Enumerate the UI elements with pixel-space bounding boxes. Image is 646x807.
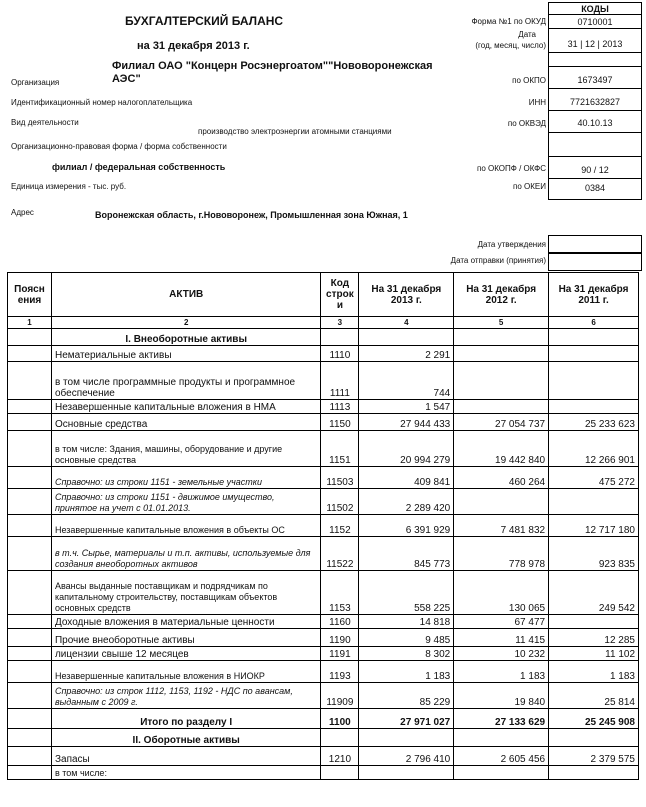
cell-2011 [549, 329, 639, 346]
cell-code: 1193 [321, 661, 359, 683]
doc-title: БУХГАЛТЕРСКИЙ БАЛАНС [125, 14, 284, 28]
okopf-label: по ОКОПФ / ОКФС [477, 164, 546, 173]
cell-code: 1152 [321, 515, 359, 537]
cell-2012 [454, 400, 549, 414]
cell-2012: 460 264 [454, 467, 549, 489]
col-header-code: Код строк и [321, 273, 359, 317]
cell-2012 [454, 766, 549, 780]
legal-form-label: Организационно-правовая форма / форма собственности [11, 142, 227, 151]
table-row [8, 747, 639, 766]
table-number-row [8, 317, 639, 329]
date-label-1: Дата [518, 30, 536, 39]
okud-label: Форма №1 по ОКУД [471, 17, 546, 26]
table-row [8, 329, 639, 346]
cell-2012: 1 183 [454, 661, 549, 683]
okpo-value: 1673497 [549, 67, 641, 89]
cell-asset-name: Справочно: из строки 1151 - движимое имущество, принятое на учет с 01.01.2013. [51, 489, 320, 515]
cell-notes [8, 489, 52, 515]
cell-2013: 744 [359, 362, 454, 400]
cell-2011 [549, 400, 639, 414]
cell-asset-name: I. Внеоборотные активы [51, 329, 320, 346]
cell-2013: 1 183 [359, 661, 454, 683]
cell-code: 1150 [321, 414, 359, 431]
cell-notes [8, 729, 52, 747]
table-row [8, 431, 639, 467]
cell-2012 [454, 729, 549, 747]
cell-2012 [454, 362, 549, 400]
cell-code: 1191 [321, 647, 359, 661]
cell-code [321, 766, 359, 780]
col-num: 2 [51, 317, 320, 329]
cell-code: 1151 [321, 431, 359, 467]
table-row [8, 489, 639, 515]
cell-2011: 1 183 [549, 661, 639, 683]
codes-box [548, 2, 642, 200]
col-num: 3 [321, 317, 359, 329]
cell-2013: 8 302 [359, 647, 454, 661]
cell-2011: 12 717 180 [549, 515, 639, 537]
cell-notes [8, 571, 52, 615]
cell-2013: 2 289 420 [359, 489, 454, 515]
table-row [8, 362, 639, 400]
cell-notes [8, 400, 52, 414]
col-num: 4 [359, 317, 454, 329]
cell-2011 [549, 362, 639, 400]
cell-2011 [549, 346, 639, 362]
okei-label: по ОКЕИ [513, 182, 546, 191]
address-label: Адрес [11, 208, 34, 217]
cell-2012 [454, 489, 549, 515]
cell-code: 11503 [321, 467, 359, 489]
cell-notes [8, 661, 52, 683]
cell-2011 [549, 489, 639, 515]
cell-notes [8, 747, 52, 766]
cell-2012: 19 840 [454, 683, 549, 709]
cell-asset-name: Нематериальные активы [51, 346, 320, 362]
cell-2011: 12 285 [549, 629, 639, 647]
cell-2011 [549, 729, 639, 747]
table-row [8, 647, 639, 661]
table-row [8, 515, 639, 537]
table-row [8, 629, 639, 647]
cell-2013: 14 818 [359, 615, 454, 629]
activity-label: Вид деятельности [11, 118, 79, 127]
cell-2012: 19 442 840 [454, 431, 549, 467]
table-row [8, 615, 639, 629]
cell-2012: 27 054 737 [454, 414, 549, 431]
table-header-row [8, 273, 639, 317]
table-row [8, 729, 639, 747]
cell-2013: 558 225 [359, 571, 454, 615]
cell-notes [8, 629, 52, 647]
activity-value: производство электроэнергии атомными станциями [198, 127, 392, 136]
cell-2011: 475 272 [549, 467, 639, 489]
cell-code: 1113 [321, 400, 359, 414]
table-row [8, 766, 639, 780]
sent-label: Дата отправки (принятия) [450, 256, 546, 265]
okei-value: 0384 [584, 183, 606, 193]
cell-2013: 27 971 027 [359, 709, 454, 729]
table-row [8, 467, 639, 489]
table-row [8, 400, 639, 414]
legal-form-value: филиал / федеральная собственность [52, 162, 226, 172]
table-row [8, 571, 639, 615]
cell-code: 11909 [321, 683, 359, 709]
cell-2012 [454, 329, 549, 346]
cell-2013: 845 773 [359, 537, 454, 571]
col-num: 5 [454, 317, 549, 329]
cell-notes [8, 647, 52, 661]
cell-2011: 923 835 [549, 537, 639, 571]
cell-code: 11502 [321, 489, 359, 515]
approve-label: Дата утверждения [477, 240, 546, 249]
cell-code: 1210 [321, 747, 359, 766]
cell-2013: 85 229 [359, 683, 454, 709]
okved-value: 40.10.13 [549, 111, 641, 133]
cell-code: 1111 [321, 362, 359, 400]
cell-code [321, 729, 359, 747]
cell-notes [8, 467, 52, 489]
cell-2012: 10 232 [454, 647, 549, 661]
cell-asset-name: Прочие внеоборотные активы [51, 629, 320, 647]
cell-2013: 409 841 [359, 467, 454, 489]
cell-2013: 20 994 279 [359, 431, 454, 467]
cell-2012: 7 481 832 [454, 515, 549, 537]
cell-2013: 27 944 433 [359, 414, 454, 431]
cell-code [321, 329, 359, 346]
cell-2011: 25 814 [549, 683, 639, 709]
cell-asset-name: в том числе: [51, 766, 320, 780]
cell-code: 1153 [321, 571, 359, 615]
col-header-asset: АКТИВ [51, 273, 320, 317]
cell-asset-name: Авансы выданные поставщикам и подрядчикам по капитальному строительству, поставщикам объектов основных средств [51, 571, 320, 615]
cell-notes [8, 766, 52, 780]
okpo-label: по ОКПО [512, 76, 546, 85]
cell-2011 [549, 615, 639, 629]
cell-2012: 11 415 [454, 629, 549, 647]
cell-asset-name: Основные средства [51, 414, 320, 431]
cell-asset-name: Справочно: из строк 1112, 1153, 1192 - НДС по авансам, выданным с 2009 г. [51, 683, 320, 709]
cell-asset-name: Справочно: из строки 1151 - земельные участки [51, 467, 320, 489]
cell-asset-name: в том числе программные продукты и программное обеспечение [51, 362, 320, 400]
table-row [8, 414, 639, 431]
table-row [8, 537, 639, 571]
cell-2013: 2 291 [359, 346, 454, 362]
cell-2011: 25 245 908 [549, 709, 639, 729]
cell-2011: 11 102 [549, 647, 639, 661]
cell-2011 [549, 766, 639, 780]
col-header-2011: На 31 декабря 2011 г. [549, 273, 639, 317]
cell-asset-name: Доходные вложения в материальные ценности [51, 615, 320, 629]
cell-2012: 2 605 456 [454, 747, 549, 766]
cell-2012 [454, 346, 549, 362]
cell-2013: 6 391 929 [359, 515, 454, 537]
cell-2013 [359, 329, 454, 346]
date-value: 31 | 12 | 2013 [549, 29, 641, 53]
table-row [8, 661, 639, 683]
cell-2011: 12 266 901 [549, 431, 639, 467]
cell-2013 [359, 729, 454, 747]
cell-notes [8, 709, 52, 729]
cell-code: 1100 [321, 709, 359, 729]
table-row [8, 709, 639, 729]
cell-2011: 25 233 623 [549, 414, 639, 431]
cell-2011: 249 542 [549, 571, 639, 615]
cell-2012: 67 477 [454, 615, 549, 629]
cell-asset-name: лицензии свыше 12 месяцев [51, 647, 320, 661]
cell-asset-name: Незавершенные капитальные вложения в объекты ОС [51, 515, 320, 537]
sent-date-box [548, 252, 642, 271]
unit-label: Единица измерения - тыс. руб. [11, 182, 127, 191]
cell-notes [8, 615, 52, 629]
cell-code: 1110 [321, 346, 359, 362]
cell-2011: 2 379 575 [549, 747, 639, 766]
col-header-notes: Поясн ения [8, 273, 52, 317]
cell-notes [8, 537, 52, 571]
cell-2013 [359, 766, 454, 780]
cell-asset-name: в том числе: Здания, машины, оборудование и другие основные средства [51, 431, 320, 467]
cell-notes [8, 346, 52, 362]
cell-asset-name: Запасы [51, 747, 320, 766]
cell-asset-name: II. Оборотные активы [51, 729, 320, 747]
inn-label: ИНН [528, 98, 546, 107]
cell-asset-name: в т.ч. Сырье, материалы и т.п. активы, используемые для создания внеоборотных активов [51, 537, 320, 571]
okved-label: по ОКВЭД [507, 119, 546, 128]
col-num: 1 [8, 317, 52, 329]
cell-2013: 9 485 [359, 629, 454, 647]
org-name-line1: Филиал ОАО "Концерн Росэнергоатом""Нововоронежская [112, 60, 433, 72]
cell-2012: 130 065 [454, 571, 549, 615]
cell-code: 1190 [321, 629, 359, 647]
cell-2012: 27 133 629 [454, 709, 549, 729]
cell-notes [8, 329, 52, 346]
date-label-2: (год, месяц, число) [475, 41, 546, 50]
cell-2012: 778 978 [454, 537, 549, 571]
col-header-2013: На 31 декабря 2013 г. [359, 273, 454, 317]
org-label: Организация [11, 78, 60, 87]
cell-notes [8, 683, 52, 709]
cell-2013: 1 547 [359, 400, 454, 414]
table-row [8, 346, 639, 362]
balance-table [7, 272, 639, 780]
cell-code: 1160 [321, 615, 359, 629]
inn-caption: Идентификационный номер налогоплательщика [11, 98, 193, 107]
doc-date-title: на 31 декабря 2013 г. [137, 40, 250, 52]
cell-code: 11522 [321, 537, 359, 571]
cell-2013: 2 796 410 [359, 747, 454, 766]
cell-asset-name: Незавершенные капитальные вложения в НМА [51, 400, 320, 414]
table-body [8, 329, 639, 780]
inn-value: 7721632827 [549, 89, 641, 111]
table-row [8, 683, 639, 709]
cell-notes [8, 515, 52, 537]
address-value: Воронежская область, г.Нововоронеж, Промышленная зона Южная, 1 [95, 210, 408, 220]
okud-value: 0710001 [549, 15, 641, 29]
cell-notes [8, 431, 52, 467]
col-header-2012: На 31 декабря 2012 г. [454, 273, 549, 317]
cell-asset-name: Итого по разделу I [51, 709, 320, 729]
cell-asset-name: Незавершенные капитальные вложения в НИОКР [51, 661, 320, 683]
org-name-line2: АЭС" [112, 73, 141, 85]
cell-notes [8, 362, 52, 400]
okopf-value: 90 / 12 [549, 157, 641, 179]
cell-notes [8, 414, 52, 431]
codes-header: КОДЫ [549, 3, 641, 15]
col-num: 6 [549, 317, 639, 329]
